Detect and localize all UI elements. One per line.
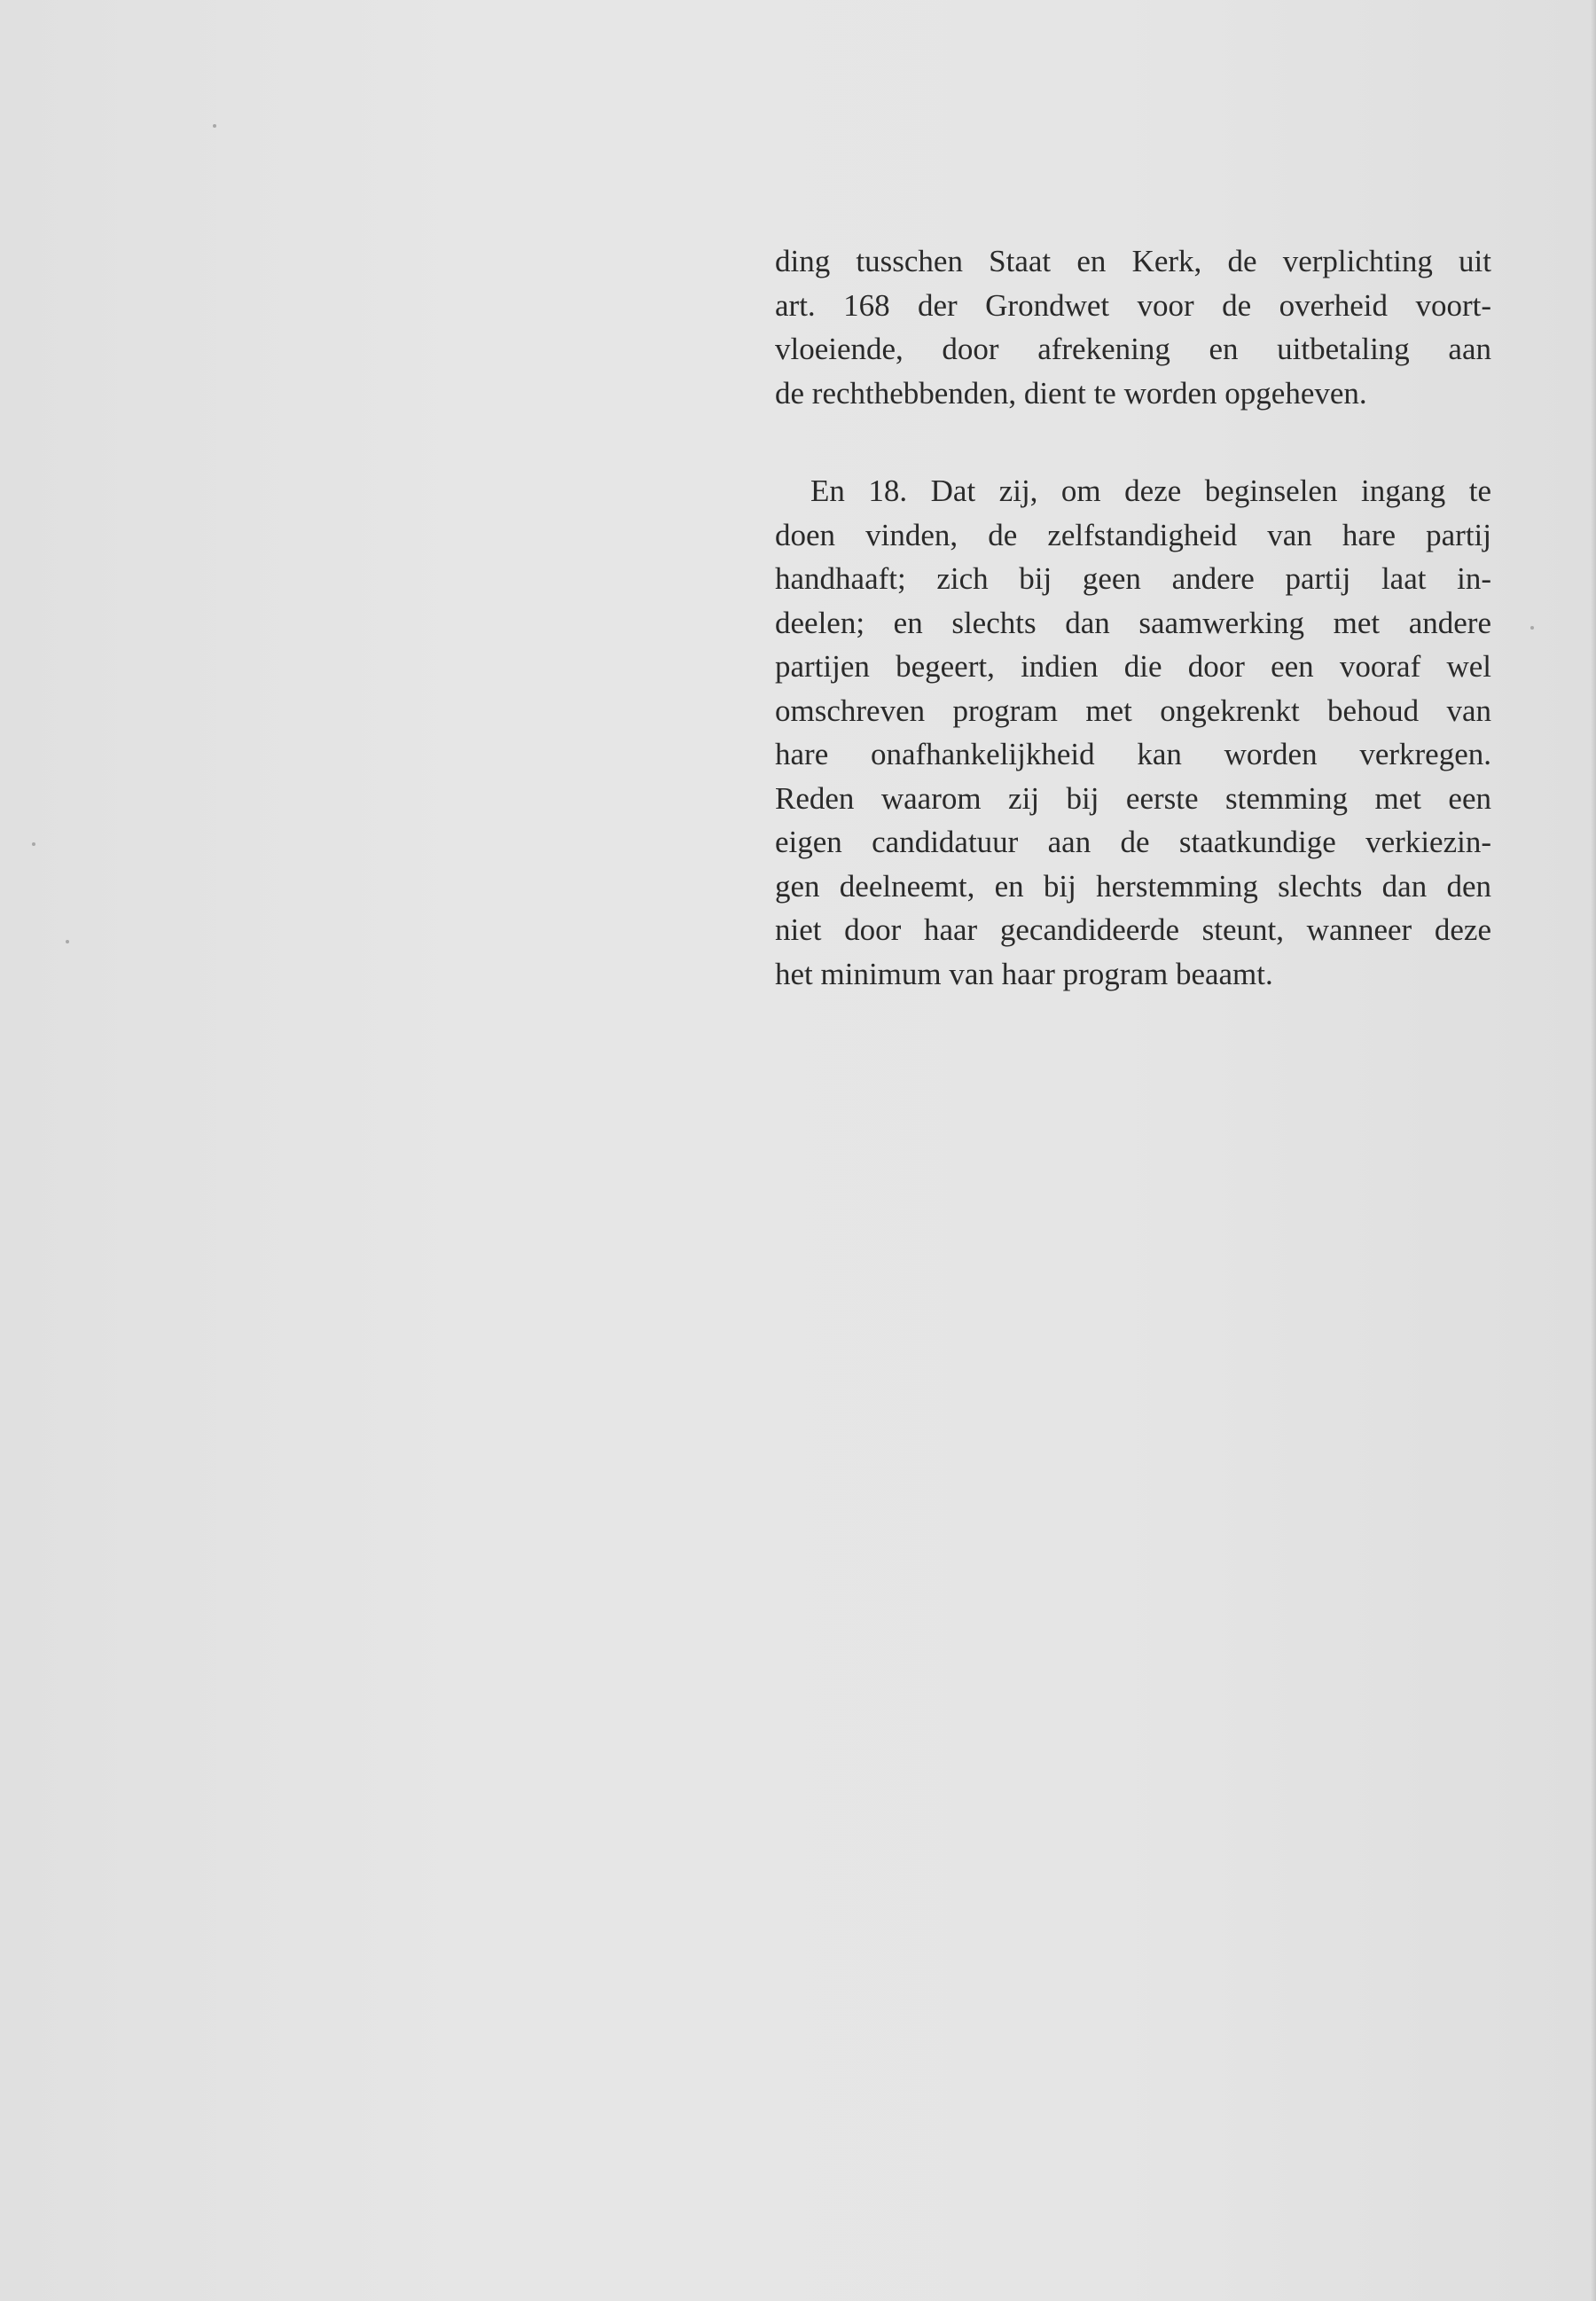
text-line: partijen begeert, indien die door een vooraf wel (775, 649, 1491, 684)
text-line: art. 168 der Grondwet voor de overheid voort- (775, 287, 1491, 323)
paragraph (775, 239, 1491, 415)
text-line: En 18. Dat zij, om deze beginselen ingang te (810, 474, 1491, 508)
text-line: ding tusschen Staat en Kerk, de verplichting uit (775, 244, 1491, 278)
text-line: het minimum van haar program beaamt. (775, 956, 1273, 991)
page-edge-shadow (1591, 0, 1596, 2301)
text-line: handhaaft; zich bij geen andere partij laat in- (775, 561, 1491, 596)
text-line: hare onafhankelijkheid kan worden verkregen. (775, 737, 1491, 771)
paper-speck (66, 940, 69, 943)
text-line: doen vinden, de zelfstandigheid van hare partij (775, 517, 1491, 552)
text-line: niet door haar gecandideerde steunt, wanneer deze (775, 912, 1491, 947)
text-line: deelen; en slechts dan saamwerking met andere (775, 605, 1491, 640)
body-text-column (775, 239, 1491, 996)
paragraph-article-18 (775, 469, 1491, 996)
text-line: gen deelneemt, en bij herstemming slechts dan den (775, 868, 1491, 904)
paper-speck (1530, 626, 1534, 630)
paper-speck (213, 124, 216, 128)
text-line: omschreven program met ongekrenkt behoud van (775, 693, 1491, 728)
text-line: Reden waarom zij bij eerste stemming met een (775, 780, 1491, 816)
text-line: eigen candidatuur aan de staatkundige verkiezin- (775, 825, 1491, 859)
paper-speck (32, 842, 35, 846)
text-line: de rechthebbenden, dient te worden opgeheven. (775, 375, 1367, 411)
text-line: vloeiende, door afrekening en uitbetaling aan (775, 332, 1491, 366)
